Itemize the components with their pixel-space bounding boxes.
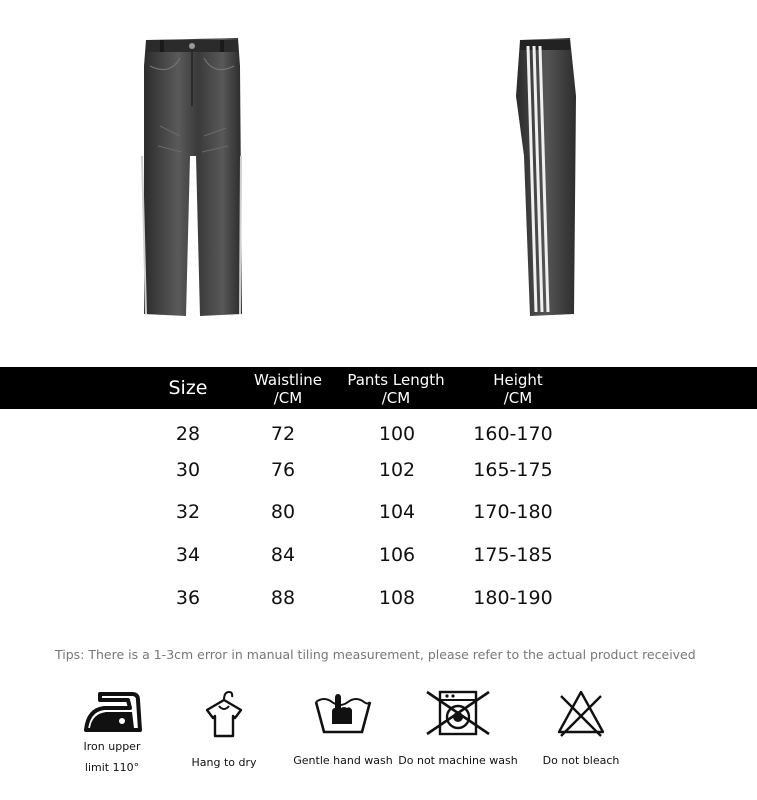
cell-size: 34 [175, 544, 201, 566]
care-iron [76, 688, 148, 778]
table-row [0, 423, 757, 449]
header-height-unit: /CM [503, 389, 533, 407]
header-size: Size [168, 377, 208, 399]
cell-waist: 72 [270, 423, 296, 445]
cell-size: 32 [175, 501, 201, 523]
care-label-hand-wash: Gentle hand wash [293, 754, 393, 767]
care-no-machine-wash [398, 688, 518, 771]
header-height-label: Height [493, 371, 543, 389]
cell-length: 102 [378, 459, 416, 481]
cell-height: 165-175 [473, 459, 553, 481]
cell-length: 100 [378, 423, 416, 445]
hang-dry-icon [201, 688, 247, 740]
table-row [0, 544, 757, 570]
cell-length: 106 [378, 544, 416, 566]
header-height [468, 371, 568, 407]
cell-size: 30 [175, 459, 201, 481]
measurement-tips: Tips: There is a 1-3cm error in manual tiling measurement, please refer to the actual product received [55, 647, 696, 662]
cell-waist: 76 [270, 459, 296, 481]
care-hang-dry [186, 688, 262, 773]
no-bleach-icon [555, 688, 607, 738]
header-waistline-unit: /CM [273, 389, 303, 407]
cell-height: 170-180 [473, 501, 553, 523]
cell-length: 108 [378, 587, 416, 609]
care-label-no-machine-wash: Do not machine wash [398, 754, 518, 767]
cell-height: 180-190 [473, 587, 553, 609]
product-images [0, 0, 757, 365]
table-row [0, 459, 757, 485]
cell-length: 104 [378, 501, 416, 523]
hand-wash-icon [312, 688, 374, 738]
cell-waist: 84 [270, 544, 296, 566]
table-row [0, 501, 757, 527]
cell-size: 36 [175, 587, 201, 609]
cell-waist: 88 [270, 587, 296, 609]
header-waistline-label: Waistline [254, 371, 322, 389]
care-label-iron-1: Iron upper [83, 740, 141, 753]
care-label-hang-dry: Hang to dry [191, 756, 257, 769]
header-length-unit: /CM [381, 389, 411, 407]
cell-waist: 80 [270, 501, 296, 523]
care-no-bleach [536, 688, 626, 771]
no-machine-wash-icon [423, 688, 493, 738]
size-table-header [0, 367, 757, 409]
care-label-no-bleach: Do not bleach [542, 754, 620, 767]
care-hand-wash [290, 688, 396, 771]
jeans-front-image [140, 36, 248, 318]
cell-size: 28 [175, 423, 201, 445]
header-waistline [238, 371, 338, 407]
cell-height: 175-185 [473, 544, 553, 566]
jeans-side-image [512, 36, 582, 318]
header-length-label: Pants Length [347, 371, 445, 389]
table-row [0, 587, 757, 613]
iron-icon [82, 688, 142, 734]
care-label-iron-2: limit 110° [84, 761, 140, 774]
cell-height: 160-170 [473, 423, 553, 445]
header-pants-length [336, 371, 456, 407]
